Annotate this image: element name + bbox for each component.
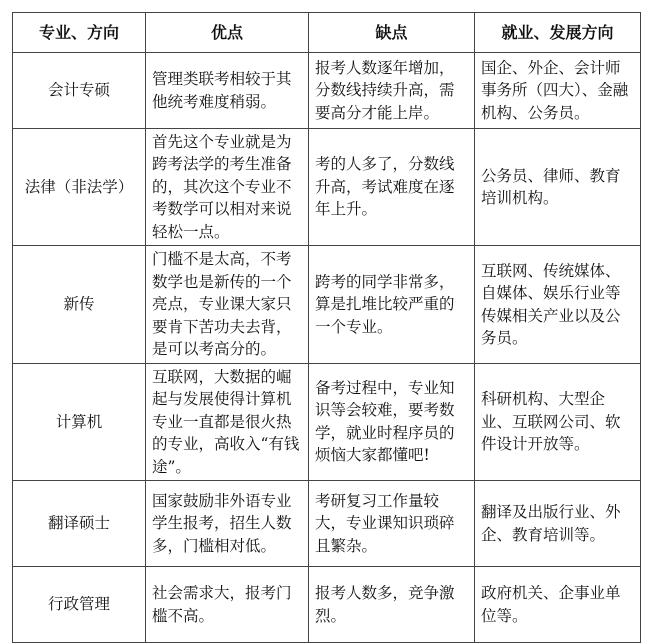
table-row xyxy=(13,567,641,643)
major-cell: 法律（非法学） xyxy=(13,129,146,246)
career-cell: 国企、外企、会计师事务所（四大）、金融机构、公务员。 xyxy=(475,53,641,129)
cons-cell: 报考人数逐年增加，分数线持续升高，需要高分才能上岸。 xyxy=(309,53,475,129)
header-row xyxy=(13,13,641,53)
header-pros: 优点 xyxy=(146,13,309,53)
header-career: 就业、发展方向 xyxy=(475,13,641,53)
career-cell: 翻译及出版行业、外企、教育培训等。 xyxy=(475,481,641,567)
major-cell: 行政管理 xyxy=(13,567,146,643)
header-major: 专业、方向 xyxy=(13,13,146,53)
cons-cell: 备考过程中，专业知识等会较难，要考数学，就业时程序员的烦恼大家都懂吧! xyxy=(309,363,475,480)
career-cell: 公务员、律师、教育培训机构。 xyxy=(475,129,641,246)
major-cell: 会计专硕 xyxy=(13,53,146,129)
table-row xyxy=(13,53,641,129)
cons-cell: 跨考的同学非常多，算是扎堆比较严重的一个专业。 xyxy=(309,246,475,363)
cons-cell: 考的人多了，分数线升高，考试难度在逐年上升。 xyxy=(309,129,475,246)
major-cell: 新传 xyxy=(13,246,146,363)
header-cons: 缺点 xyxy=(309,13,475,53)
career-cell: 科研机构、大型企业、互联网公司、软件设计开放等。 xyxy=(475,363,641,480)
major-cell: 翻译硕士 xyxy=(13,481,146,567)
table-row xyxy=(13,129,641,246)
pros-cell: 国家鼓励非外语专业学生报考，招生人数多，门槛相对低。 xyxy=(146,481,309,567)
table-row xyxy=(13,481,641,567)
table-row xyxy=(13,246,641,363)
career-cell: 政府机关、企事业单位等。 xyxy=(475,567,641,643)
pros-cell: 管理类联考相较于其他统考难度稍弱。 xyxy=(146,53,309,129)
pros-cell: 首先这个专业就是为跨考法学的考生准备的，其次这个专业不考数学可以相对来说轻松一点。 xyxy=(146,129,309,246)
pros-cell: 门槛不是太高，不考数学也是新传的一个亮点，专业课大家只要肯下苦功夫去背，是可以考高分的。 xyxy=(146,246,309,363)
career-cell: 互联网、传统媒体、自媒体、娱乐行业等传媒相关产业以及公务员。 xyxy=(475,246,641,363)
table-row xyxy=(13,363,641,480)
major-cell: 计算机 xyxy=(13,363,146,480)
pros-cell: 互联网，大数据的崛起与发展使得计算机专业一直都是很火热的专业，高收入“有钱途”。 xyxy=(146,363,309,480)
cons-cell: 报考人数多，竞争激烈。 xyxy=(309,567,475,643)
comparison-table xyxy=(12,12,641,643)
cons-cell: 考研复习工作量较大，专业课知识琐碎且繁杂。 xyxy=(309,481,475,567)
pros-cell: 社会需求大，报考门槛不高。 xyxy=(146,567,309,643)
